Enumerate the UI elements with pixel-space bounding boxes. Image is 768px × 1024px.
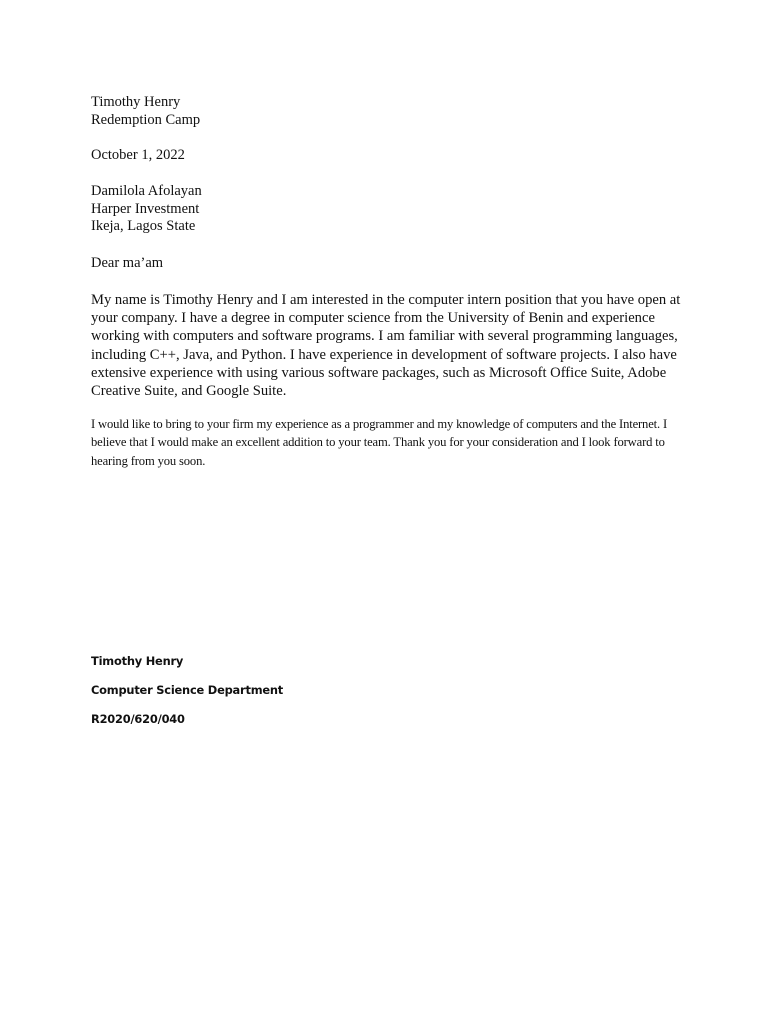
- sender-address: Redemption Camp: [91, 111, 201, 128]
- recipient-location: Ikeja, Lagos State: [91, 218, 196, 234]
- body-paragraph-1: My name is Timothy Henry and I am interested in the computer intern position that you have open at your company. I have a degree in computer science from the University of Benin and experience working with computers and software programs. I am familiar with several programming languages, including C++, Java, and Python. I have experience in development of software projects. I also have extensive experience with using various software packages, such as Microsoft Office Suite, Adobe Creative Suite, and Google Suite.: [91, 292, 681, 400]
- sender-name: Timothy Henry: [91, 94, 181, 110]
- recipient-company: Harper Investment: [91, 200, 200, 217]
- signature-id-number: R2020/620/040: [91, 712, 185, 726]
- recipient-name: Damilola Afolayan: [91, 183, 202, 199]
- letter-date: [91, 147, 185, 165]
- recipient-block: [91, 183, 202, 236]
- date-text: October 1, 2022: [91, 147, 185, 163]
- salutation-text: Dear ma’am: [91, 255, 164, 271]
- signature-department: Computer Science Department: [91, 683, 284, 697]
- sender-block: [91, 94, 200, 129]
- body-paragraph-2: I would like to bring to your firm my experience as a programmer and my knowledge of computers and the Internet. I believe that I would make an excellent addition to your team. Thank you for your consideration and I look forward to hearing from you soon.: [91, 417, 668, 468]
- salutation: [91, 255, 163, 273]
- signature-name: Timothy Henry: [91, 654, 184, 668]
